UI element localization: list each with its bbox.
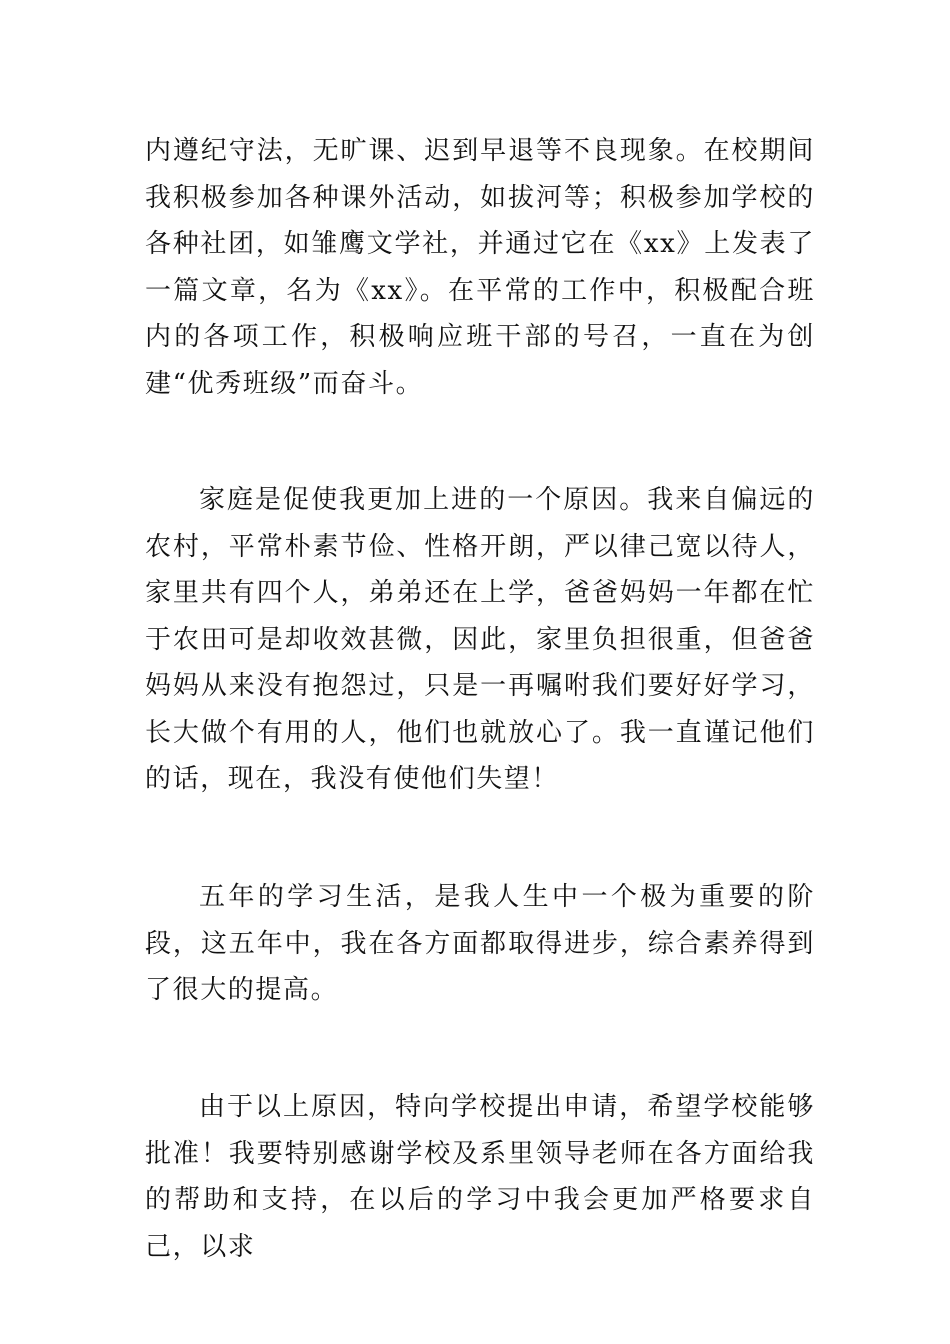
paragraph-five-years-summary: 五年的学习生活，是我人生中一个极为重要的阶段，这五年中，我在各方面都取得进步，综合素养得到了很大的提高。: [145, 882, 815, 1005]
paragraph-family-background: 家庭是促使我更加上进的一个原因。我来自偏远的农村，平常朴素节俭、性格开朗，严以律己宽以待人，家里共有四个人，弟弟还在上学，爸爸妈妈一年都在忙于农田可是却收效甚微，因此，家里负担很重，但爸爸妈妈从来没有抱怨过，只是一再嘱咐我们要好好学习，长大做个有用的人，他们也就放心了。我一直谨记他们的话，现在，我没有使他们失望！: [145, 485, 815, 794]
paragraph-conduct-and-activities: 内遵纪守法，无旷课、迟到早退等不良现象。在校期间我积极参加各种课外活动，如拔河等；积极参加学校的各种社团，如雏鹰文学社，并通过它在《xx》上发表了一篇文章，名为《xx》。在平常的工作中，积极配合班内的各项工作，积极响应班干部的号召，一直在为创建“优秀班级”而奋斗。: [145, 136, 815, 399]
paragraph-application-request: 由于以上原因，特向学校提出申请，希望学校能够批准！我要特别感谢学校及系里领导老师在各方面给我的帮助和支持，在以后的学习中我会更加严格要求自己，以求: [145, 1092, 815, 1262]
